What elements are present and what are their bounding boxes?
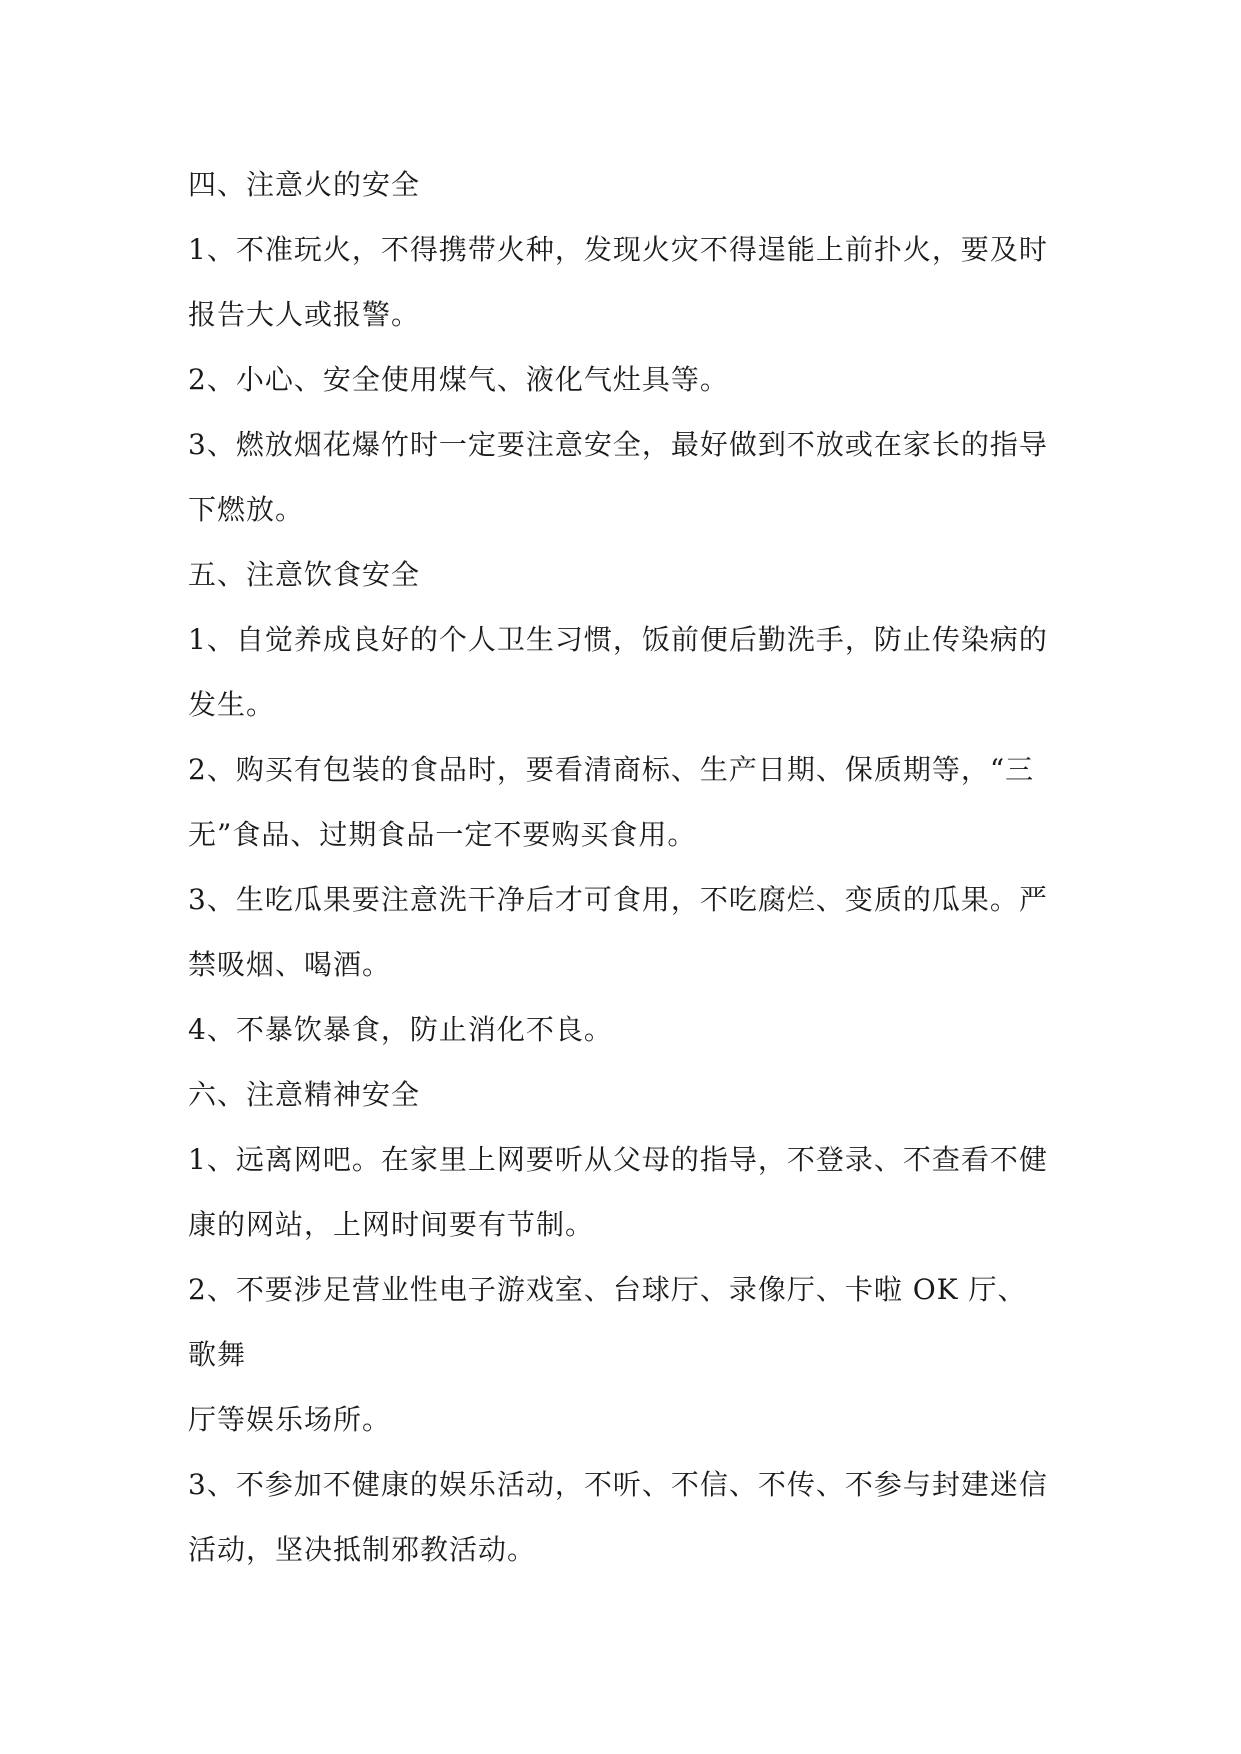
list-item-line: 3、燃放烟花爆竹时一定要注意安全，最好做到不放或在家长的指导 xyxy=(188,428,1048,461)
list-item-line: 1、不准玩火，不得携带火种，发现火灾不得逞能上前扑火，要及时 xyxy=(188,233,1048,266)
document-body xyxy=(188,152,1048,1582)
list-item-line: 2、小心、安全使用煤气、液化气灶具等。 xyxy=(188,363,729,396)
list-item-line: 2、购买有包装的食品时，要看清商标、生产日期、保质期等，“三 xyxy=(188,753,1035,786)
list-item-line: 厅等娱乐场所。 xyxy=(188,1403,392,1436)
list-item-line: 康的网站，上网时间要有节制。 xyxy=(188,1208,595,1241)
list-item-line: 4、不暴饮暴食，防止消化不良。 xyxy=(188,1013,613,1046)
list-item-line: 3、生吃瓜果要注意洗干净后才可食用，不吃腐烂、变质的瓜果。严 xyxy=(188,883,1048,916)
list-item-line: 1、远离网吧。在家里上网要听从父母的指导，不登录、不查看不健 xyxy=(188,1143,1048,1176)
list-item-line: 活动，坚决抵制邪教活动。 xyxy=(188,1533,537,1566)
list-item-line: 无”食品、过期食品一定不要购买食用。 xyxy=(188,818,697,851)
list-item-line: 发生。 xyxy=(188,688,276,721)
list-item-line: 3、不参加不健康的娱乐活动，不听、不信、不传、不参与封建迷信 xyxy=(188,1468,1048,1501)
list-item-line: 下燃放。 xyxy=(188,493,305,526)
section-heading: 五、注意饮食安全 xyxy=(188,558,421,591)
section-heading: 六、注意精神安全 xyxy=(188,1078,421,1111)
list-item-line: 报告大人或报警。 xyxy=(188,298,421,331)
list-item-line: 2、不要涉足营业性电子游戏室、台球厅、录像厅、卡啦 OK 厅、歌舞 xyxy=(188,1273,1027,1371)
list-item-line: 禁吸烟、喝酒。 xyxy=(188,948,392,981)
section-heading: 四、注意火的安全 xyxy=(188,168,421,201)
list-item-line: 1、自觉养成良好的个人卫生习惯，饭前便后勤洗手，防止传染病的 xyxy=(188,623,1048,656)
